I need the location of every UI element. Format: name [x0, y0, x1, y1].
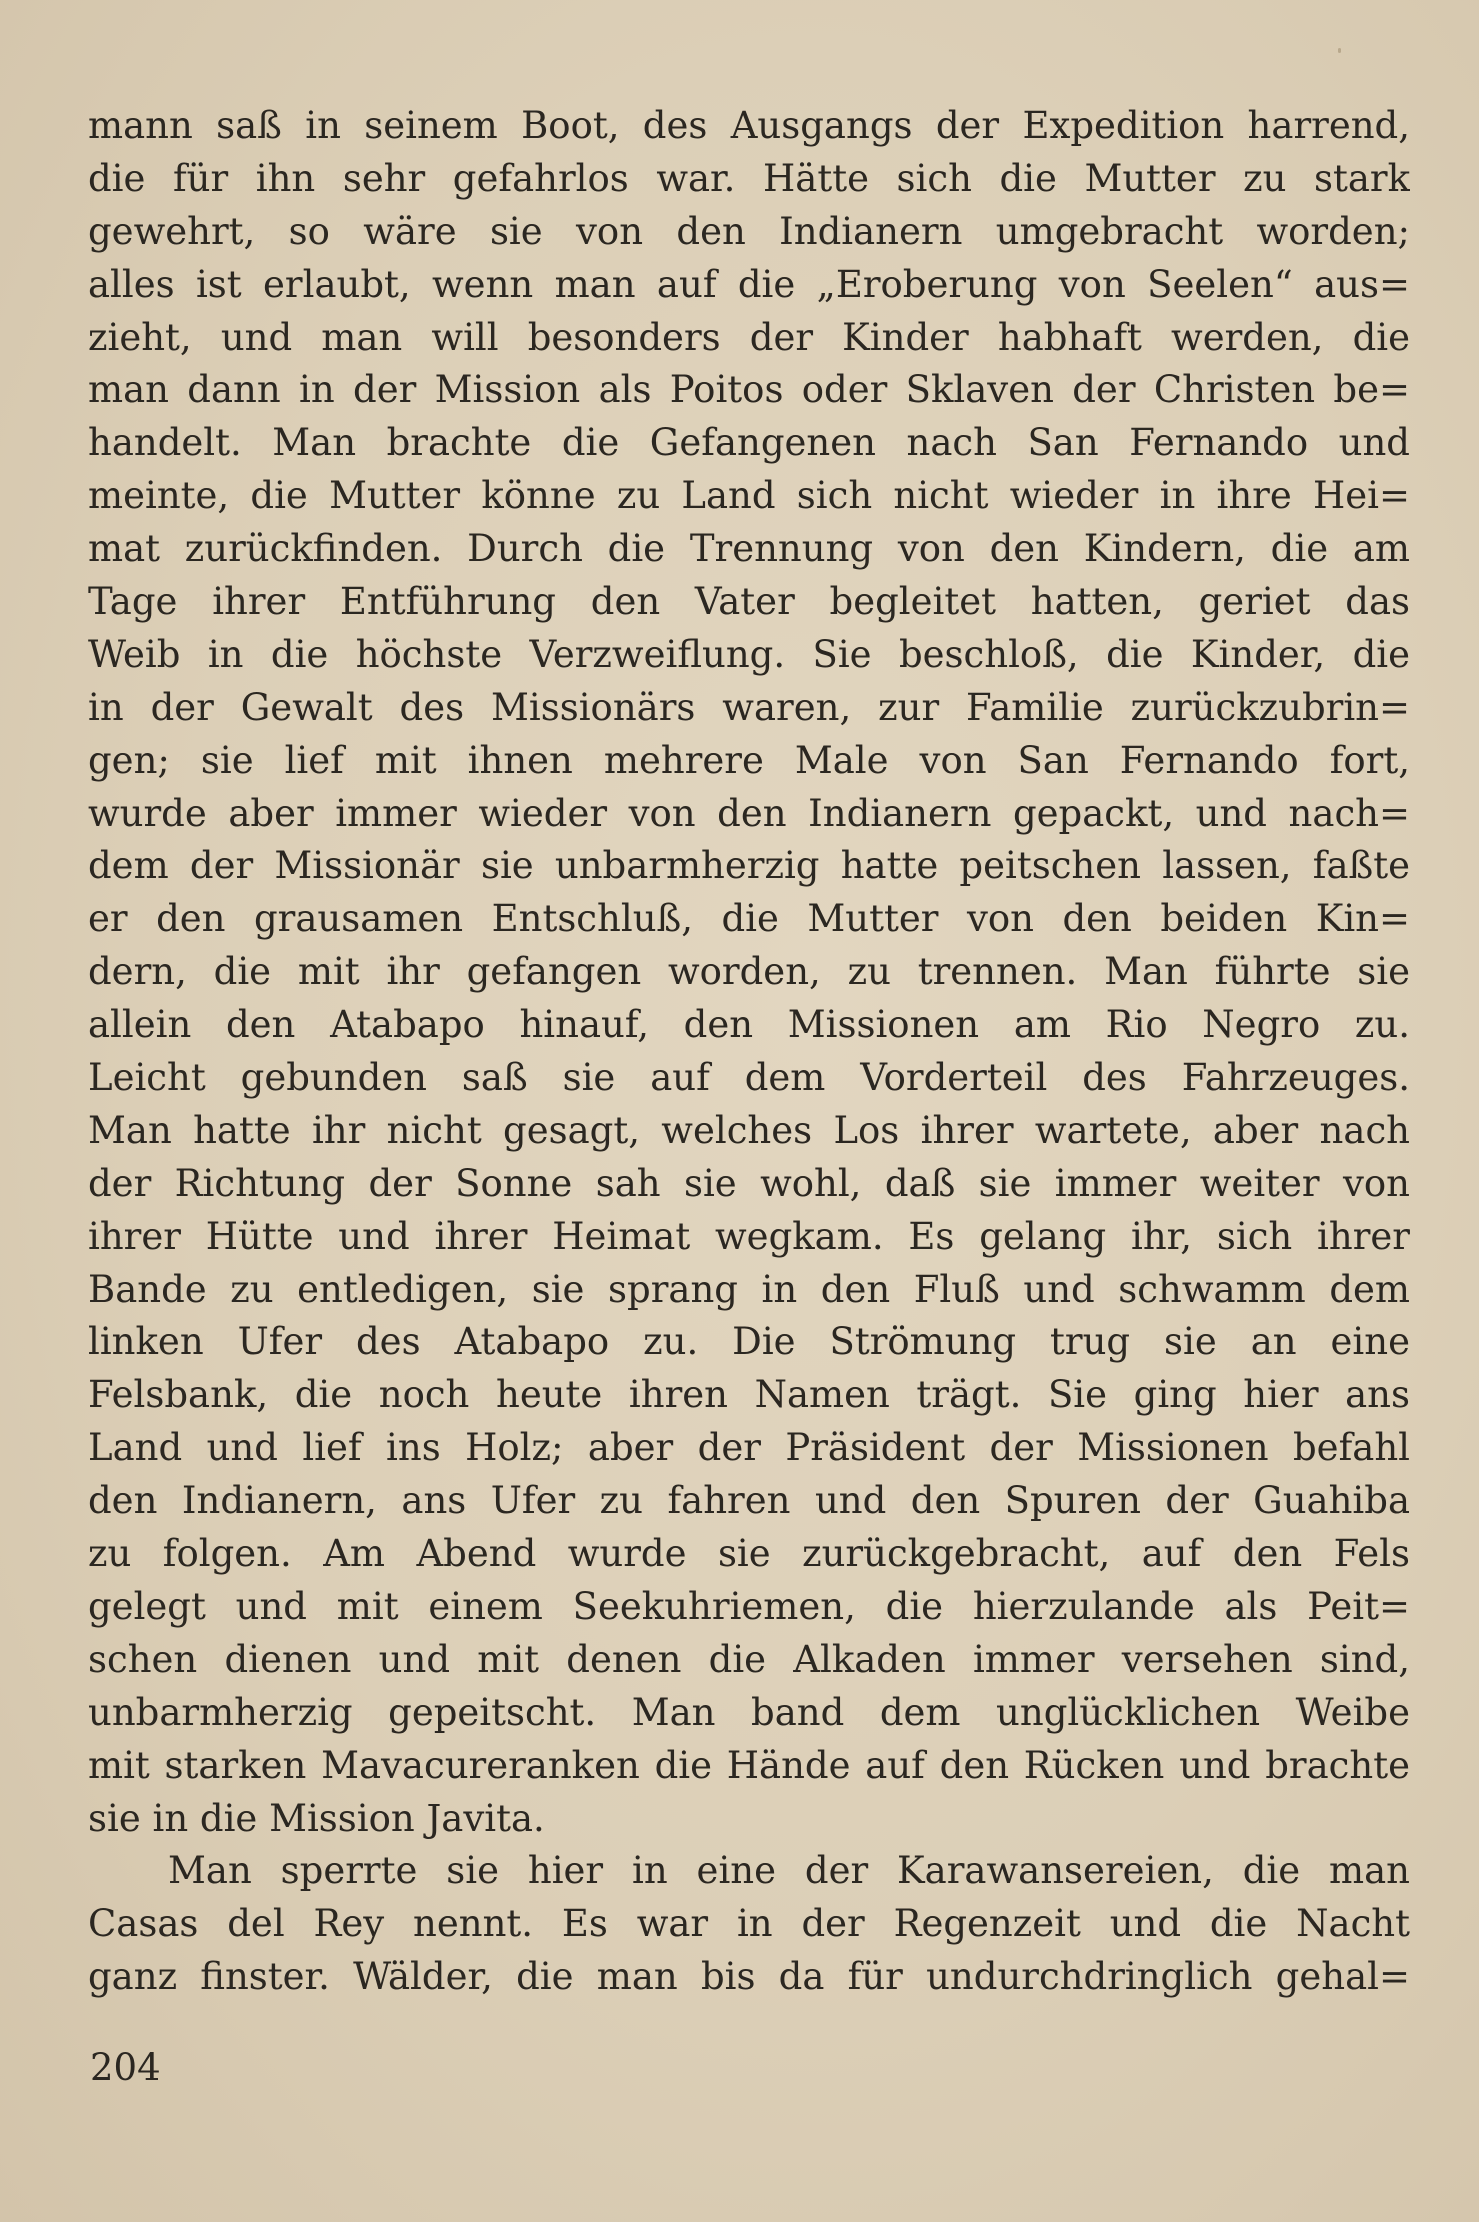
text-line: linken Ufer des Atabapo zu. Die Strömung trug sie an eine — [88, 1320, 1410, 1364]
text-line: zieht, und man will besonders der Kinder habhaft werden, die — [88, 315, 1410, 359]
paper-speck — [1338, 48, 1341, 53]
text-line: Leicht gebunden saß sie auf dem Vorderteil des Fahrzeuges. — [88, 1056, 1410, 1100]
text-line: handelt. Man brachte die Gefangenen nach San Fernando und — [88, 421, 1410, 465]
text-line: Felsbank, die noch heute ihren Namen trägt. Sie ging hier ans — [88, 1373, 1410, 1417]
text-line: mit starken Mavacureranken die Hände auf den Rücken und brachte — [88, 1743, 1410, 1787]
text-line: ihrer Hütte und ihrer Heimat wegkam. Es gelang ihr, sich ihrer — [88, 1214, 1410, 1258]
text-line: gewehrt, so wäre sie von den Indianern umgebracht worden; — [88, 209, 1410, 253]
text-line: gelegt und mit einem Seekuhriemen, die hierzulande als Peit= — [88, 1584, 1410, 1628]
text-line: dern, die mit ihr gefangen worden, zu trennen. Man führte sie — [88, 950, 1410, 994]
text-line: schen dienen und mit denen die Alkaden immer versehen sind, — [88, 1637, 1410, 1681]
text-line: Tage ihrer Entführung den Vater begleitet hatten, geriet das — [88, 580, 1410, 624]
text-line: man dann in der Mission als Poitos oder Sklaven der Christen be= — [88, 368, 1410, 412]
text-line: wurde aber immer wieder von den Indianern gepackt, und nach= — [88, 791, 1410, 835]
text-line: den Indianern, ans Ufer zu fahren und den Spuren der Guahiba — [88, 1479, 1410, 1523]
text-line: mann saß in seinem Boot, des Ausgangs der Expedition harrend, — [88, 104, 1410, 147]
text-line: der Richtung der Sonne sah sie wohl, daß sie immer weiter von — [88, 1161, 1410, 1205]
text-line: meinte, die Mutter könne zu Land sich nicht wieder in ihre Hei= — [88, 474, 1410, 518]
text-line: zu folgen. Am Abend wurde sie zurückgebracht, auf den Fels — [88, 1532, 1410, 1576]
text-line: Man hatte ihr nicht gesagt, welches Los ihrer wartete, aber nach — [88, 1108, 1410, 1152]
text-line: Bande zu entledigen, sie sprang in den Fluß und schwamm dem — [88, 1267, 1410, 1311]
text-line: mat zurückfinden. Durch die Trennung von den Kindern, die am — [88, 527, 1410, 571]
text-line: ganz finster. Wälder, die man bis da für undurchdringlich gehal= — [88, 1955, 1410, 1999]
page-number: 204 — [90, 2046, 161, 2089]
text-line: alles ist erlaubt, wenn man auf die „Eroberung von Seelen“ aus= — [88, 262, 1410, 306]
text-line: unbarmherzig gepeitscht. Man band dem unglücklichen Weibe — [88, 1690, 1410, 1734]
body-text — [88, 100, 1410, 2004]
text-line: Land und lief ins Holz; aber der Präsident der Missionen befahl — [88, 1426, 1410, 1470]
paragraph-start-line: Man sperrte sie hier in eine der Karawansereien, die man — [168, 1849, 1410, 1893]
text-line: Weib in die höchste Verzweiflung. Sie beschloß, die Kinder, die — [88, 632, 1410, 676]
text-line: er den grausamen Entschluß, die Mutter von den beiden Kin= — [88, 897, 1410, 941]
paragraph-end-line: sie in die Mission Javita. — [88, 1796, 545, 1840]
text-line: Casas del Rey nennt. Es war in der Regenzeit und die Nacht — [88, 1902, 1410, 1946]
text-line: die für ihn sehr gefahrlos war. Hätte sich die Mutter zu stark — [88, 156, 1410, 200]
text-line: in der Gewalt des Missionärs waren, zur Familie zurückzubrin= — [88, 685, 1410, 729]
text-line: allein den Atabapo hinauf, den Missionen am Rio Negro zu. — [88, 1003, 1410, 1047]
text-line: dem der Missionär sie unbarmherzig hatte peitschen lassen, faßte — [88, 844, 1410, 888]
text-line: gen; sie lief mit ihnen mehrere Male von San Fernando fort, — [88, 738, 1410, 782]
